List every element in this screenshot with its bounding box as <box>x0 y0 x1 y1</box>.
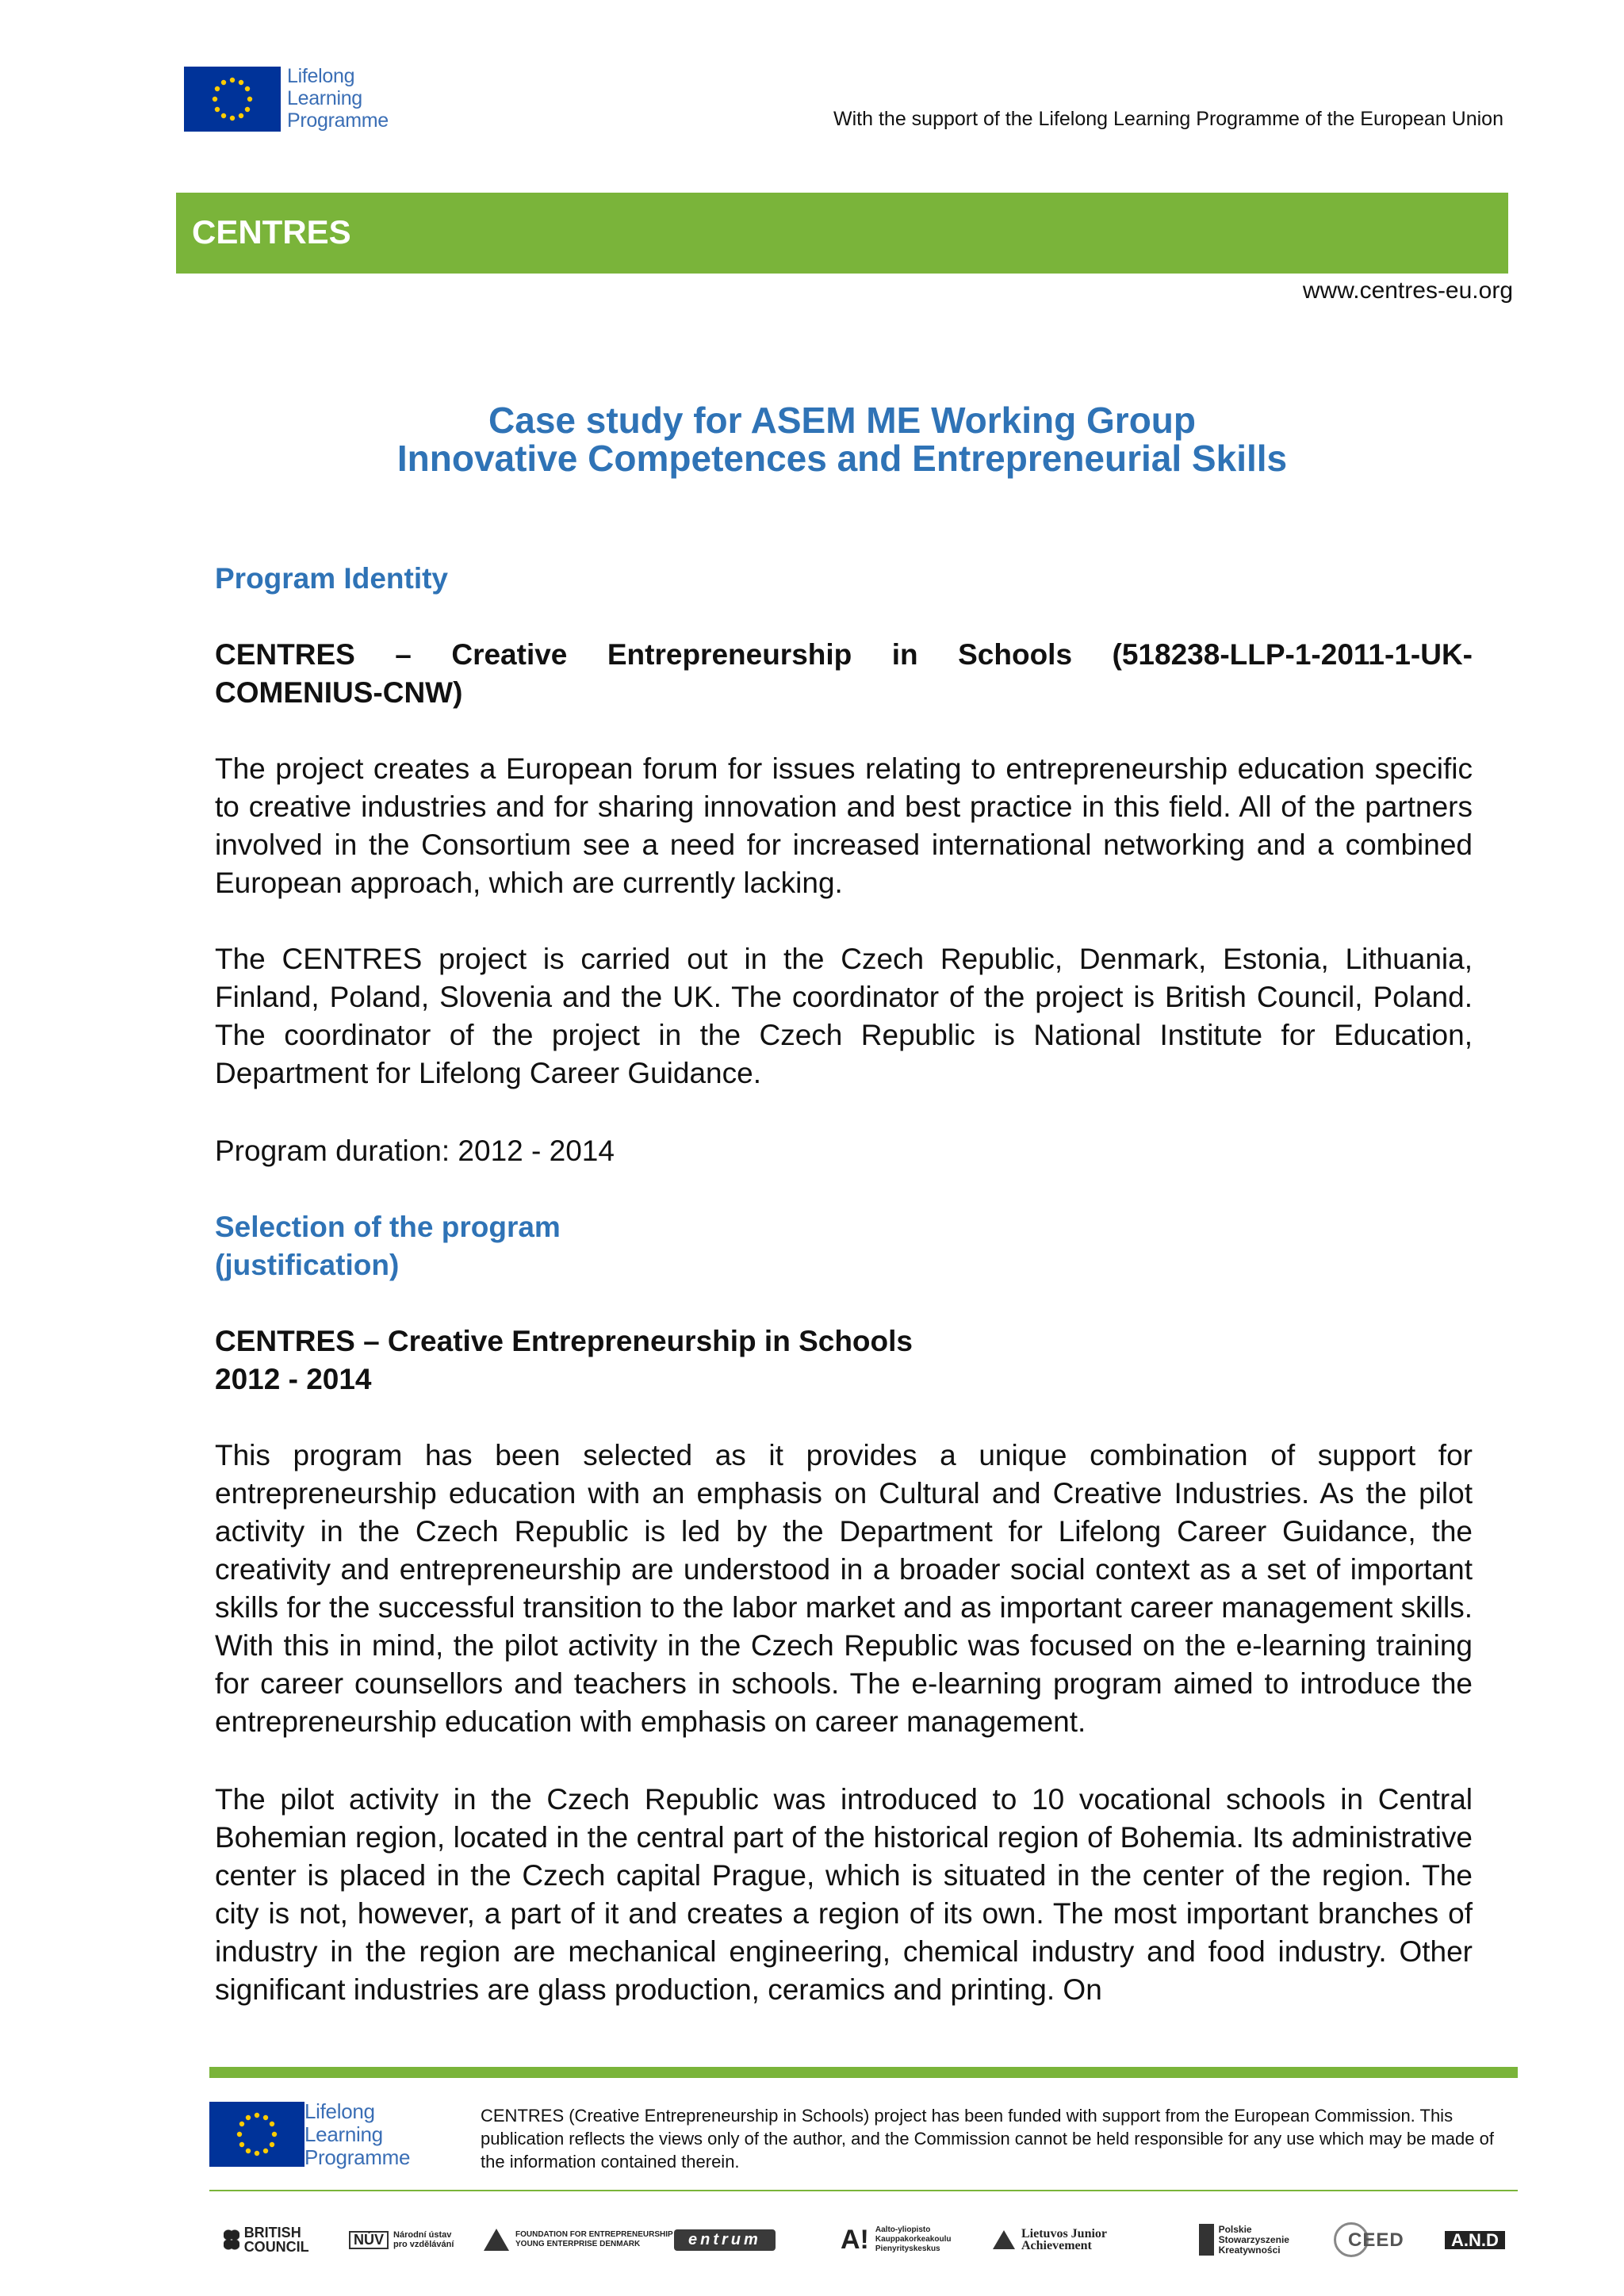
logo-word: Programme <box>304 2145 411 2169</box>
eu-flag-icon <box>209 2102 304 2167</box>
aalto-mark-icon: A! <box>841 2224 869 2255</box>
entrum-logo <box>674 2220 825 2260</box>
logo-word: Learning <box>304 2122 383 2146</box>
program-logo-text <box>304 2100 431 2169</box>
and-logo <box>1445 2220 1516 2260</box>
partner-name: A.N.D <box>1445 2231 1505 2249</box>
selection-program-years: 2012 - 2014 <box>215 1363 372 1395</box>
logo-word: Lifelong <box>287 65 355 87</box>
partner-name: Národní ústav pro vzdělávání <box>393 2230 454 2249</box>
paragraph-countries: The CENTRES project is carried out in the Czech Republic, Denmark, Estonia, Lithuania, Finland, Poland, Slovenia and the UK. The coordinator of the project is British Council, Poland. The coordinator of the project in the Czech Republic is National Institute for Education, Department for Lifelong Career Guidance. <box>215 943 1473 1089</box>
lifelong-learning-logo <box>184 67 398 138</box>
paragraph-selection: This program has been selected as it provides a unique combination of support for entrepreneurship education with an emphasis on Cultural and Creative Industries. As the pilot activity in the Czech Republic is led by the Department for Lifelong Career Guidance, the creativity and entrepreneurship are understood in a broader social context as a set of important skills for the successful transition to the labor market and as important career management skills. With this in mind, the pilot activity in the Czech Republic was focused on the e-learning training for career counsellors and teachers in schools. The e-learning program aimed to introduce the entrepreneurship education with emphasis on career management. <box>215 1439 1473 1738</box>
british-council-logo <box>224 2220 327 2260</box>
logo-word: Lifelong <box>304 2099 375 2123</box>
footer-thin-divider <box>209 2190 1518 2191</box>
young-enterprise-denmark-logo <box>484 2220 674 2260</box>
program-duration: Program duration: 2012 - 2014 <box>215 1135 615 1167</box>
title-line-2: Innovative Competences and Entrepreneurial Skills <box>396 438 1288 479</box>
triangle-icon <box>484 2229 509 2251</box>
partner-logos <box>224 2220 1524 2267</box>
triangle-icon <box>993 2230 1015 2249</box>
partner-name: entrum <box>674 2229 776 2251</box>
band-title: CENTRES <box>192 213 351 251</box>
partner-name: Aalto-yliopisto Kauppakorkeakoulu Pienyrityskeskus <box>875 2225 952 2253</box>
partner-name: Polskie Stowarzyszenie Kreatywności <box>1218 2223 1289 2256</box>
footer-divider <box>209 2067 1518 2078</box>
selection-program-name: CENTRES – Creative Entrepreneurship in Schools <box>215 1325 913 1357</box>
selection-heading-line-2: (justification) <box>215 1249 400 1281</box>
funding-disclaimer: CENTRES (Creative Entrepreneurship in Schools) project has been funded with support from the European Commission. This publication reflects the views only of the author, and the Commission cannot be held responsible for any use which may be made of the information contained therein. <box>481 2106 1494 2172</box>
psk-block-icon <box>1199 2224 1214 2256</box>
logo-word: Learning <box>287 87 362 109</box>
program-name-line-1: CENTRES – Creative Entrepreneurship in Schools (518238-LLP-1-2011-1-UK- <box>215 638 1473 671</box>
title-line-1: Case study for ASEM ME Working Group <box>488 400 1196 441</box>
paragraph-pilot: The pilot activity in the Czech Republic was introduced to 10 vocational schools in Central Bohemian region, located in the central part of the historical region of Bohemia. Its administrative center is placed in the Czech capital Prague, which is situated in the center of the region. The city is not, however, a part of it and creates a region of its own. The most important branches of industry in the region are mechanical engineering, chemical industry and food industry. Other significant industries are glass production, ceramics and printing. On <box>215 1783 1473 2006</box>
program-identity-heading: Program Identity <box>215 562 448 595</box>
selection-heading-line-1: Selection of the program <box>215 1211 561 1243</box>
document-title <box>176 401 1508 477</box>
website-link[interactable]: www.centres-eu.org <box>1302 277 1513 304</box>
program-name-line-2: COMENIUS-CNW) <box>215 676 463 709</box>
eu-flag-icon <box>184 67 281 132</box>
program-logo-text <box>287 65 414 132</box>
header-band <box>176 193 1508 274</box>
junior-achievement-logo <box>993 2220 1175 2260</box>
nuv-logo <box>349 2220 460 2260</box>
partner-name: CEED <box>1348 2229 1404 2251</box>
footer-program-logo <box>209 2099 439 2173</box>
partner-name: BRITISH COUNCIL <box>243 2225 309 2255</box>
ceed-logo <box>1334 2220 1429 2260</box>
paragraph-forum: The project creates a European forum for issues relating to entrepreneurship education specific to creative industries and for sharing innovation and best practice in this field. All of the partners involved in the Consortium see a need for increased international networking and a combined European approach, which are currently lacking. <box>215 752 1473 899</box>
partner-name: Lietuvos Junior Achievement <box>1021 2227 1107 2252</box>
aalto-logo <box>841 2220 975 2260</box>
partner-name: FOUNDATION FOR ENTREPRENEURSHIP YOUNG ENTERPRISE DENMARK <box>515 2230 673 2248</box>
polskie-stowarzyszenie-logo <box>1199 2220 1318 2260</box>
nuv-mark-icon: NÚV <box>349 2231 389 2249</box>
logo-word: Programme <box>287 109 389 132</box>
support-statement: With the support of the Lifelong Learning Programme of the European Union <box>833 108 1503 130</box>
british-council-icon <box>224 2228 239 2252</box>
